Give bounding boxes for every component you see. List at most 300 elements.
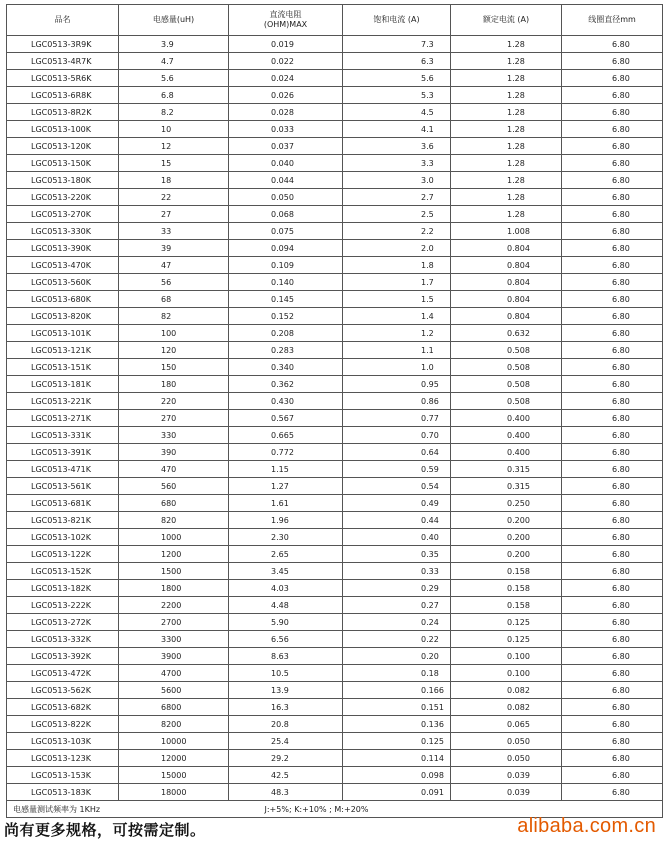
cell-part-name: LGC0513-102K	[7, 529, 119, 546]
cell-part-name: LGC0513-150K	[7, 155, 119, 172]
cell-part-name: LGC0513-390K	[7, 240, 119, 257]
cell-inductance: 56	[119, 274, 229, 291]
cell-wire-diameter: 6.80	[562, 257, 663, 274]
cell-wire-diameter: 6.80	[562, 665, 663, 682]
cell-saturation-current: 4.1	[343, 121, 451, 138]
cell-rated-current: 1.28	[451, 121, 562, 138]
cell-rated-current: 0.315	[451, 478, 562, 495]
cell-wire-diameter: 6.80	[562, 733, 663, 750]
cell-wire-diameter: 6.80	[562, 70, 663, 87]
cell-wire-diameter: 6.80	[562, 53, 663, 70]
cell-wire-diameter: 6.80	[562, 308, 663, 325]
cell-wire-diameter: 6.80	[562, 223, 663, 240]
cell-part-name: LGC0513-681K	[7, 495, 119, 512]
cell-inductance: 470	[119, 461, 229, 478]
cell-saturation-current: 1.8	[343, 257, 451, 274]
cell-dcr: 1.15	[229, 461, 343, 478]
cell-inductance: 39	[119, 240, 229, 257]
cell-part-name: LGC0513-680K	[7, 291, 119, 308]
cell-inductance: 22	[119, 189, 229, 206]
cell-rated-current: 0.508	[451, 342, 562, 359]
header-dcr-line2: (OHM)MAX	[263, 20, 308, 29]
cell-saturation-current: 0.24	[343, 614, 451, 631]
cell-rated-current: 1.28	[451, 53, 562, 70]
cell-saturation-current: 6.3	[343, 53, 451, 70]
cell-wire-diameter: 6.80	[562, 393, 663, 410]
cell-dcr: 0.109	[229, 257, 343, 274]
cell-inductance: 3.9	[119, 36, 229, 53]
cell-inductance: 12000	[119, 750, 229, 767]
cell-inductance: 10000	[119, 733, 229, 750]
cell-rated-current: 0.508	[451, 393, 562, 410]
cell-part-name: LGC0513-8R2K	[7, 104, 119, 121]
cell-rated-current: 1.28	[451, 104, 562, 121]
test-frequency-note: 电感量测试频率为 1KHz	[7, 801, 229, 818]
cell-rated-current: 0.125	[451, 631, 562, 648]
cell-saturation-current: 3.3	[343, 155, 451, 172]
cell-saturation-current: 0.64	[343, 444, 451, 461]
cell-rated-current: 0.315	[451, 461, 562, 478]
table-row	[7, 53, 663, 70]
cell-dcr: 0.340	[229, 359, 343, 376]
cell-rated-current: 0.200	[451, 529, 562, 546]
cell-dcr: 20.8	[229, 716, 343, 733]
cell-dcr: 0.026	[229, 87, 343, 104]
cell-rated-current: 1.28	[451, 87, 562, 104]
cell-saturation-current: 0.091	[343, 784, 451, 801]
cell-inductance: 220	[119, 393, 229, 410]
cell-dcr: 1.96	[229, 512, 343, 529]
cell-part-name: LGC0513-330K	[7, 223, 119, 240]
header-rated-current: 额定电流 (A)	[451, 5, 562, 36]
cell-part-name: LGC0513-182K	[7, 580, 119, 597]
cell-inductance: 3300	[119, 631, 229, 648]
cell-saturation-current: 0.40	[343, 529, 451, 546]
cell-dcr: 0.567	[229, 410, 343, 427]
cell-wire-diameter: 6.80	[562, 240, 663, 257]
cell-part-name: LGC0513-821K	[7, 512, 119, 529]
cell-saturation-current: 2.2	[343, 223, 451, 240]
cell-inductance: 270	[119, 410, 229, 427]
cell-inductance: 6.8	[119, 87, 229, 104]
table-row	[7, 308, 663, 325]
cell-dcr: 16.3	[229, 699, 343, 716]
cell-dcr: 0.152	[229, 308, 343, 325]
table-row	[7, 444, 663, 461]
cell-dcr: 0.040	[229, 155, 343, 172]
cell-wire-diameter: 6.80	[562, 121, 663, 138]
cell-wire-diameter: 6.80	[562, 546, 663, 563]
header-dcr	[229, 5, 343, 36]
cell-rated-current: 1.008	[451, 223, 562, 240]
cell-wire-diameter: 6.80	[562, 529, 663, 546]
cell-inductance: 1800	[119, 580, 229, 597]
cell-dcr: 25.4	[229, 733, 343, 750]
cell-inductance: 820	[119, 512, 229, 529]
cell-inductance: 390	[119, 444, 229, 461]
cell-rated-current: 0.632	[451, 325, 562, 342]
cell-wire-diameter: 6.80	[562, 461, 663, 478]
cell-wire-diameter: 6.80	[562, 716, 663, 733]
table-row	[7, 70, 663, 87]
cell-rated-current: 1.28	[451, 189, 562, 206]
header-saturation-current: 饱和电流 (A)	[343, 5, 451, 36]
cell-part-name: LGC0513-222K	[7, 597, 119, 614]
cell-inductance: 560	[119, 478, 229, 495]
cell-rated-current: 0.508	[451, 359, 562, 376]
table-row	[7, 665, 663, 682]
table-row	[7, 359, 663, 376]
header-wire-diameter: 线圈直径mm	[562, 5, 663, 36]
custom-spec-note: 尚有更多规格，可按需定制。	[4, 821, 206, 839]
cell-saturation-current: 5.6	[343, 70, 451, 87]
cell-dcr: 3.45	[229, 563, 343, 580]
cell-inductance: 8.2	[119, 104, 229, 121]
cell-saturation-current: 0.77	[343, 410, 451, 427]
cell-dcr: 2.30	[229, 529, 343, 546]
header-dcr-line1: 直流电阻	[269, 10, 302, 19]
cell-saturation-current: 1.4	[343, 308, 451, 325]
cell-dcr: 0.068	[229, 206, 343, 223]
cell-rated-current: 0.158	[451, 563, 562, 580]
cell-rated-current: 0.039	[451, 767, 562, 784]
cell-inductance: 15	[119, 155, 229, 172]
cell-part-name: LGC0513-100K	[7, 121, 119, 138]
cell-part-name: LGC0513-272K	[7, 614, 119, 631]
table-row	[7, 291, 663, 308]
cell-rated-current: 0.400	[451, 444, 562, 461]
cell-wire-diameter: 6.80	[562, 410, 663, 427]
cell-wire-diameter: 6.80	[562, 274, 663, 291]
cell-inductance: 33	[119, 223, 229, 240]
cell-rated-current: 0.400	[451, 410, 562, 427]
cell-part-name: LGC0513-121K	[7, 342, 119, 359]
header-inductance: 电感量(uH)	[119, 5, 229, 36]
table-row	[7, 87, 663, 104]
cell-dcr: 13.9	[229, 682, 343, 699]
cell-dcr: 0.024	[229, 70, 343, 87]
cell-inductance: 15000	[119, 767, 229, 784]
table-row	[7, 206, 663, 223]
cell-inductance: 100	[119, 325, 229, 342]
cell-dcr: 2.65	[229, 546, 343, 563]
table-row	[7, 733, 663, 750]
cell-wire-diameter: 6.80	[562, 189, 663, 206]
cell-inductance: 3900	[119, 648, 229, 665]
cell-inductance: 18	[119, 172, 229, 189]
cell-rated-current: 1.28	[451, 36, 562, 53]
watermark: alibaba.com.cn	[517, 815, 656, 837]
cell-rated-current: 0.158	[451, 580, 562, 597]
cell-rated-current: 0.804	[451, 257, 562, 274]
cell-part-name: LGC0513-183K	[7, 784, 119, 801]
cell-rated-current: 0.065	[451, 716, 562, 733]
cell-part-name: LGC0513-682K	[7, 699, 119, 716]
cell-inductance: 1500	[119, 563, 229, 580]
cell-saturation-current: 0.35	[343, 546, 451, 563]
cell-inductance: 330	[119, 427, 229, 444]
cell-saturation-current: 2.5	[343, 206, 451, 223]
cell-saturation-current: 0.44	[343, 512, 451, 529]
cell-inductance: 4.7	[119, 53, 229, 70]
table-row	[7, 427, 663, 444]
table-row	[7, 529, 663, 546]
cell-saturation-current: 0.166	[343, 682, 451, 699]
cell-saturation-current: 0.86	[343, 393, 451, 410]
cell-saturation-current: 0.125	[343, 733, 451, 750]
table-row	[7, 546, 663, 563]
cell-wire-diameter: 6.80	[562, 444, 663, 461]
table-row	[7, 716, 663, 733]
cell-wire-diameter: 6.80	[562, 648, 663, 665]
cell-dcr: 1.61	[229, 495, 343, 512]
cell-part-name: LGC0513-123K	[7, 750, 119, 767]
tolerance-note: J:+5%; K:+10% ; M:+20%	[229, 801, 663, 818]
cell-part-name: LGC0513-3R9K	[7, 36, 119, 53]
cell-part-name: LGC0513-391K	[7, 444, 119, 461]
cell-saturation-current: 1.2	[343, 325, 451, 342]
table-row	[7, 257, 663, 274]
cell-part-name: LGC0513-122K	[7, 546, 119, 563]
cell-saturation-current: 7.3	[343, 36, 451, 53]
cell-rated-current: 0.050	[451, 733, 562, 750]
cell-dcr: 0.140	[229, 274, 343, 291]
cell-dcr: 1.27	[229, 478, 343, 495]
cell-part-name: LGC0513-181K	[7, 376, 119, 393]
table-row	[7, 580, 663, 597]
cell-part-name: LGC0513-470K	[7, 257, 119, 274]
cell-rated-current: 0.804	[451, 240, 562, 257]
cell-rated-current: 1.28	[451, 206, 562, 223]
cell-rated-current: 0.050	[451, 750, 562, 767]
cell-rated-current: 1.28	[451, 172, 562, 189]
cell-wire-diameter: 6.80	[562, 580, 663, 597]
cell-rated-current: 0.804	[451, 274, 562, 291]
cell-wire-diameter: 6.80	[562, 750, 663, 767]
cell-dcr: 0.075	[229, 223, 343, 240]
cell-dcr: 42.5	[229, 767, 343, 784]
cell-part-name: LGC0513-822K	[7, 716, 119, 733]
cell-dcr: 0.283	[229, 342, 343, 359]
cell-saturation-current: 0.95	[343, 376, 451, 393]
cell-dcr: 0.208	[229, 325, 343, 342]
table-row	[7, 512, 663, 529]
cell-saturation-current: 0.33	[343, 563, 451, 580]
table-row	[7, 342, 663, 359]
cell-part-name: LGC0513-560K	[7, 274, 119, 291]
cell-dcr: 0.094	[229, 240, 343, 257]
cell-inductance: 5600	[119, 682, 229, 699]
cell-inductance: 4700	[119, 665, 229, 682]
cell-saturation-current: 1.0	[343, 359, 451, 376]
cell-inductance: 12	[119, 138, 229, 155]
cell-dcr: 10.5	[229, 665, 343, 682]
cell-dcr: 5.90	[229, 614, 343, 631]
cell-wire-diameter: 6.80	[562, 155, 663, 172]
cell-part-name: LGC0513-270K	[7, 206, 119, 223]
table-row	[7, 461, 663, 478]
cell-wire-diameter: 6.80	[562, 376, 663, 393]
cell-dcr: 0.362	[229, 376, 343, 393]
cell-rated-current: 1.28	[451, 138, 562, 155]
cell-rated-current: 0.250	[451, 495, 562, 512]
cell-saturation-current: 2.7	[343, 189, 451, 206]
cell-inductance: 1000	[119, 529, 229, 546]
cell-part-name: LGC0513-220K	[7, 189, 119, 206]
cell-inductance: 180	[119, 376, 229, 393]
cell-inductance: 18000	[119, 784, 229, 801]
cell-saturation-current: 0.70	[343, 427, 451, 444]
cell-inductance: 1200	[119, 546, 229, 563]
cell-wire-diameter: 6.80	[562, 325, 663, 342]
cell-wire-diameter: 6.80	[562, 342, 663, 359]
cell-inductance: 8200	[119, 716, 229, 733]
cell-part-name: LGC0513-103K	[7, 733, 119, 750]
cell-rated-current: 0.082	[451, 699, 562, 716]
table-row	[7, 750, 663, 767]
cell-saturation-current: 4.5	[343, 104, 451, 121]
cell-wire-diameter: 6.80	[562, 138, 663, 155]
cell-inductance: 2200	[119, 597, 229, 614]
table-row	[7, 495, 663, 512]
cell-wire-diameter: 6.80	[562, 359, 663, 376]
table-row	[7, 784, 663, 801]
cell-inductance: 2700	[119, 614, 229, 631]
cell-dcr: 4.48	[229, 597, 343, 614]
cell-dcr: 0.772	[229, 444, 343, 461]
table-row	[7, 172, 663, 189]
cell-part-name: LGC0513-331K	[7, 427, 119, 444]
cell-rated-current: 0.125	[451, 614, 562, 631]
cell-wire-diameter: 6.80	[562, 682, 663, 699]
cell-dcr: 8.63	[229, 648, 343, 665]
cell-saturation-current: 3.0	[343, 172, 451, 189]
cell-part-name: LGC0513-221K	[7, 393, 119, 410]
table-row	[7, 563, 663, 580]
cell-saturation-current: 0.151	[343, 699, 451, 716]
cell-rated-current: 1.28	[451, 70, 562, 87]
table-row	[7, 240, 663, 257]
cell-saturation-current: 0.54	[343, 478, 451, 495]
table-row	[7, 155, 663, 172]
cell-wire-diameter: 6.80	[562, 631, 663, 648]
cell-dcr: 0.037	[229, 138, 343, 155]
table-row	[7, 478, 663, 495]
table-row	[7, 325, 663, 342]
cell-inductance: 47	[119, 257, 229, 274]
cell-part-name: LGC0513-180K	[7, 172, 119, 189]
cell-part-name: LGC0513-101K	[7, 325, 119, 342]
cell-wire-diameter: 6.80	[562, 614, 663, 631]
cell-part-name: LGC0513-562K	[7, 682, 119, 699]
cell-inductance: 27	[119, 206, 229, 223]
cell-part-name: LGC0513-271K	[7, 410, 119, 427]
cell-wire-diameter: 6.80	[562, 206, 663, 223]
cell-part-name: LGC0513-820K	[7, 308, 119, 325]
cell-part-name: LGC0513-151K	[7, 359, 119, 376]
cell-rated-current: 1.28	[451, 155, 562, 172]
inductor-spec-table	[6, 4, 663, 818]
cell-rated-current: 0.804	[451, 291, 562, 308]
cell-wire-diameter: 6.80	[562, 767, 663, 784]
cell-inductance: 680	[119, 495, 229, 512]
cell-saturation-current: 0.18	[343, 665, 451, 682]
cell-dcr: 0.050	[229, 189, 343, 206]
cell-wire-diameter: 6.80	[562, 478, 663, 495]
cell-part-name: LGC0513-561K	[7, 478, 119, 495]
cell-dcr: 48.3	[229, 784, 343, 801]
cell-saturation-current: 1.1	[343, 342, 451, 359]
cell-rated-current: 0.200	[451, 546, 562, 563]
table-row	[7, 648, 663, 665]
cell-dcr: 0.665	[229, 427, 343, 444]
cell-part-name: LGC0513-153K	[7, 767, 119, 784]
cell-dcr: 0.033	[229, 121, 343, 138]
cell-wire-diameter: 6.80	[562, 172, 663, 189]
cell-rated-current: 0.100	[451, 648, 562, 665]
cell-inductance: 6800	[119, 699, 229, 716]
cell-saturation-current: 0.20	[343, 648, 451, 665]
table-row	[7, 614, 663, 631]
cell-rated-current: 0.200	[451, 512, 562, 529]
cell-rated-current: 0.100	[451, 665, 562, 682]
cell-part-name: LGC0513-392K	[7, 648, 119, 665]
cell-saturation-current: 0.136	[343, 716, 451, 733]
table-row	[7, 631, 663, 648]
cell-wire-diameter: 6.80	[562, 597, 663, 614]
cell-saturation-current: 0.59	[343, 461, 451, 478]
cell-dcr: 0.430	[229, 393, 343, 410]
cell-inductance: 82	[119, 308, 229, 325]
cell-rated-current: 0.039	[451, 784, 562, 801]
cell-inductance: 150	[119, 359, 229, 376]
spec-sheet	[6, 4, 662, 818]
cell-wire-diameter: 6.80	[562, 427, 663, 444]
cell-saturation-current: 0.098	[343, 767, 451, 784]
cell-inductance: 120	[119, 342, 229, 359]
cell-saturation-current: 2.0	[343, 240, 451, 257]
cell-rated-current: 0.508	[451, 376, 562, 393]
cell-saturation-current: 1.5	[343, 291, 451, 308]
cell-wire-diameter: 6.80	[562, 104, 663, 121]
table-row	[7, 104, 663, 121]
cell-part-name: LGC0513-5R6K	[7, 70, 119, 87]
table-row	[7, 376, 663, 393]
cell-saturation-current: 0.27	[343, 597, 451, 614]
cell-saturation-current: 1.7	[343, 274, 451, 291]
cell-saturation-current: 0.49	[343, 495, 451, 512]
table-row	[7, 597, 663, 614]
table-row	[7, 223, 663, 240]
table-row	[7, 138, 663, 155]
cell-part-name: LGC0513-332K	[7, 631, 119, 648]
cell-saturation-current: 0.22	[343, 631, 451, 648]
cell-wire-diameter: 6.80	[562, 784, 663, 801]
table-row	[7, 682, 663, 699]
cell-inductance: 5.6	[119, 70, 229, 87]
cell-wire-diameter: 6.80	[562, 699, 663, 716]
table-row	[7, 121, 663, 138]
cell-part-name: LGC0513-4R7K	[7, 53, 119, 70]
table-row	[7, 36, 663, 53]
cell-part-name: LGC0513-6R8K	[7, 87, 119, 104]
cell-dcr: 0.019	[229, 36, 343, 53]
table-row	[7, 410, 663, 427]
table-row	[7, 189, 663, 206]
cell-saturation-current: 0.29	[343, 580, 451, 597]
cell-rated-current: 0.804	[451, 308, 562, 325]
cell-part-name: LGC0513-472K	[7, 665, 119, 682]
